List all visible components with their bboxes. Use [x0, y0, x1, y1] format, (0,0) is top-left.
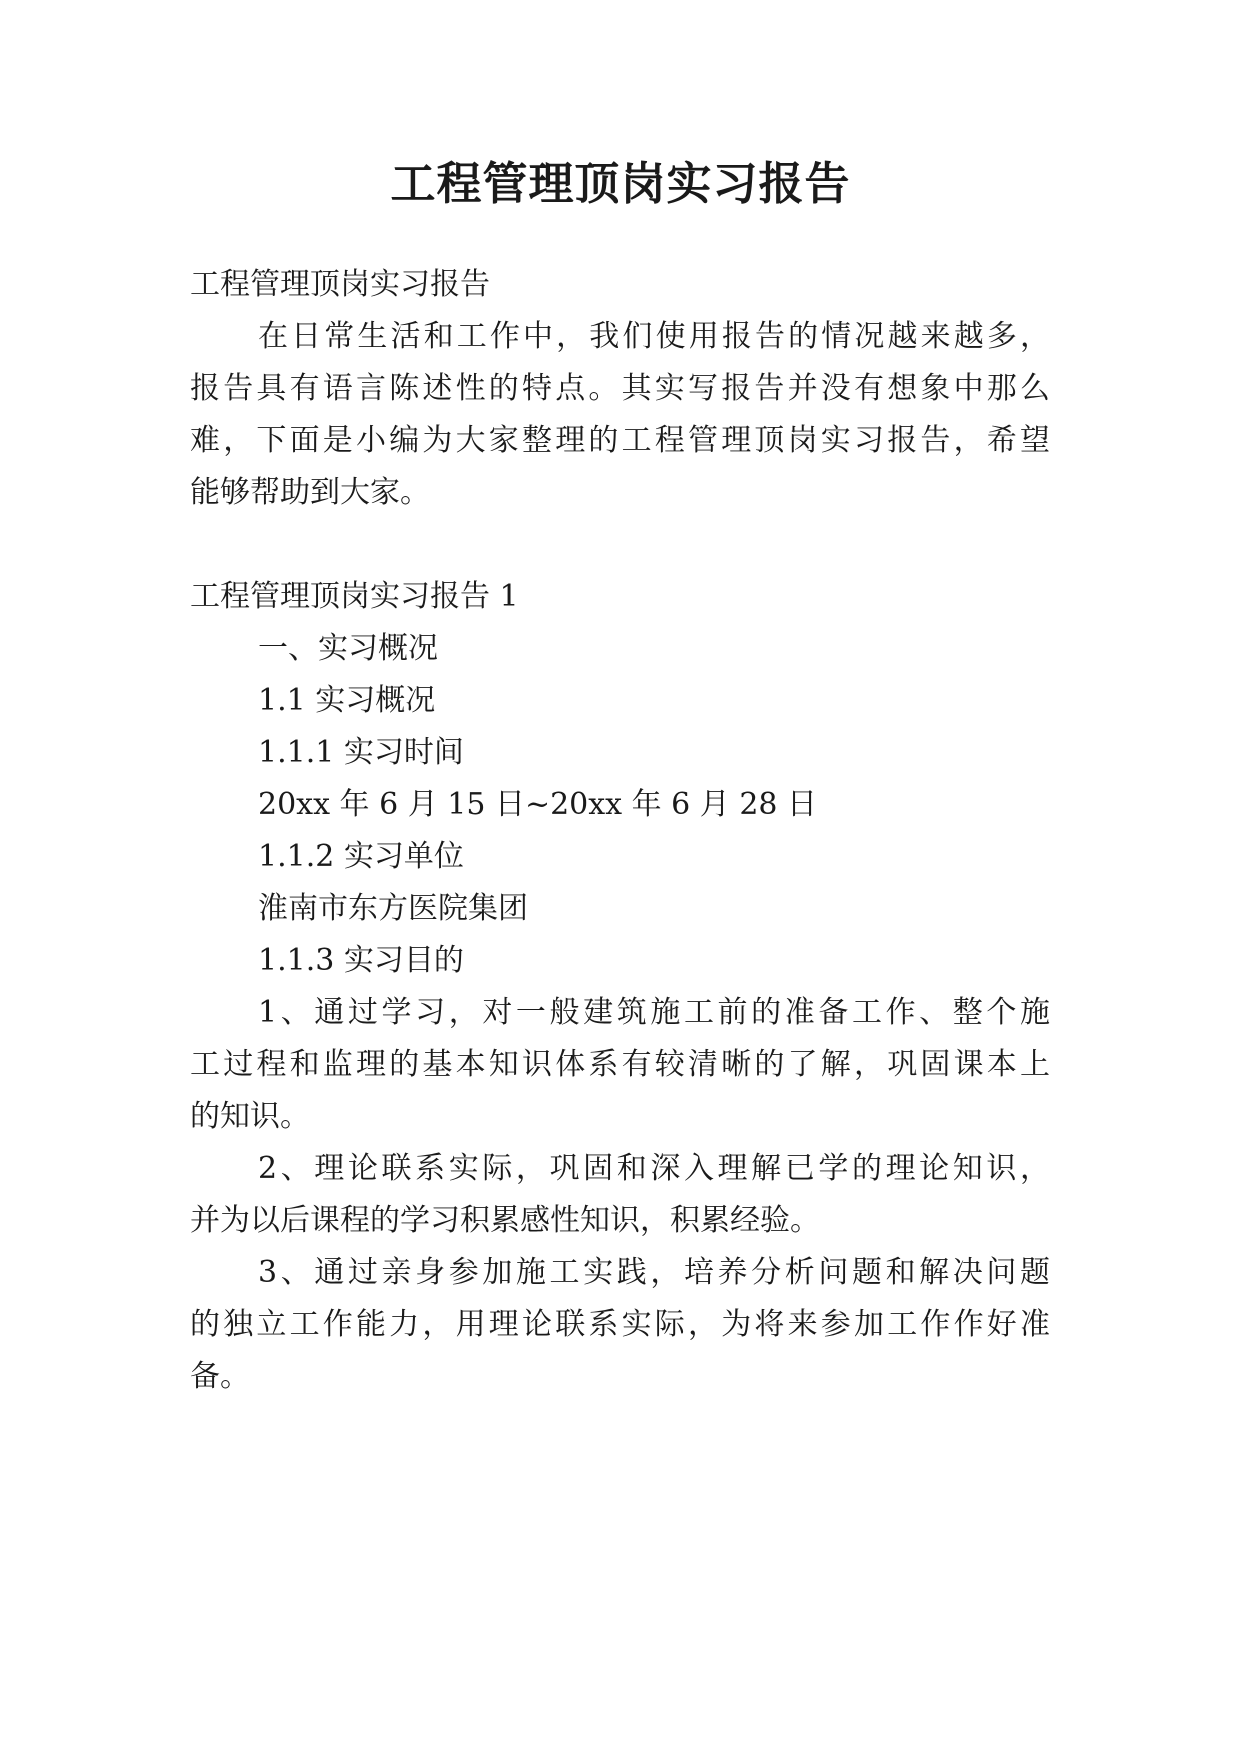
goal-3-line-3: 备。: [190, 1359, 250, 1394]
intro-line-1: 在日常生活和工作中，我们使用报告的情况越来越多，: [258, 319, 1050, 354]
goal-2-line-1: 2、理论联系实际，巩固和深入理解已学的理论知识，: [258, 1151, 1050, 1186]
goal-1-line-1: 1、通过学习，对一般建筑施工前的准备工作、整个施: [258, 995, 1050, 1030]
goal-1-line-3: 的知识。: [190, 1099, 310, 1134]
subheading-1-1-2: 1.1.2 实习单位: [258, 839, 464, 874]
goal-1-line-2: 工过程和监理的基本知识体系有较清晰的了解，巩固课本上: [190, 1047, 1050, 1082]
intro-line-2: 报告具有语言陈述性的特点。其实写报告并没有想象中那么: [190, 371, 1050, 406]
internship-period: 20xx 年 6 月 15 日~20xx 年 6 月 28 日: [258, 787, 818, 822]
subheading-1-1-3: 1.1.3 实习目的: [258, 943, 464, 978]
document-title: 工程管理顶岗实习报告: [390, 157, 851, 210]
part-heading: 一、实习概况: [258, 631, 438, 666]
subheading-1-1-1: 1.1.1 实习时间: [258, 735, 464, 770]
section-heading: 工程管理顶岗实习报告 1: [190, 579, 519, 614]
goal-3-line-2: 的独立工作能力，用理论联系实际，为将来参加工作作好准: [190, 1307, 1050, 1342]
subheading-1-1: 1.1 实习概况: [258, 683, 436, 718]
intro-line-3: 难，下面是小编为大家整理的工程管理顶岗实习报告，希望: [190, 423, 1050, 458]
document-subtitle: 工程管理顶岗实习报告: [190, 267, 490, 302]
goal-3-line-1: 3、通过亲身参加施工实践，培养分析问题和解决问题: [258, 1255, 1050, 1290]
internship-unit: 淮南市东方医院集团: [258, 891, 528, 926]
intro-line-4: 能够帮助到大家。: [190, 475, 430, 510]
goal-2-line-2: 并为以后课程的学习积累感性知识，积累经验。: [190, 1203, 820, 1238]
